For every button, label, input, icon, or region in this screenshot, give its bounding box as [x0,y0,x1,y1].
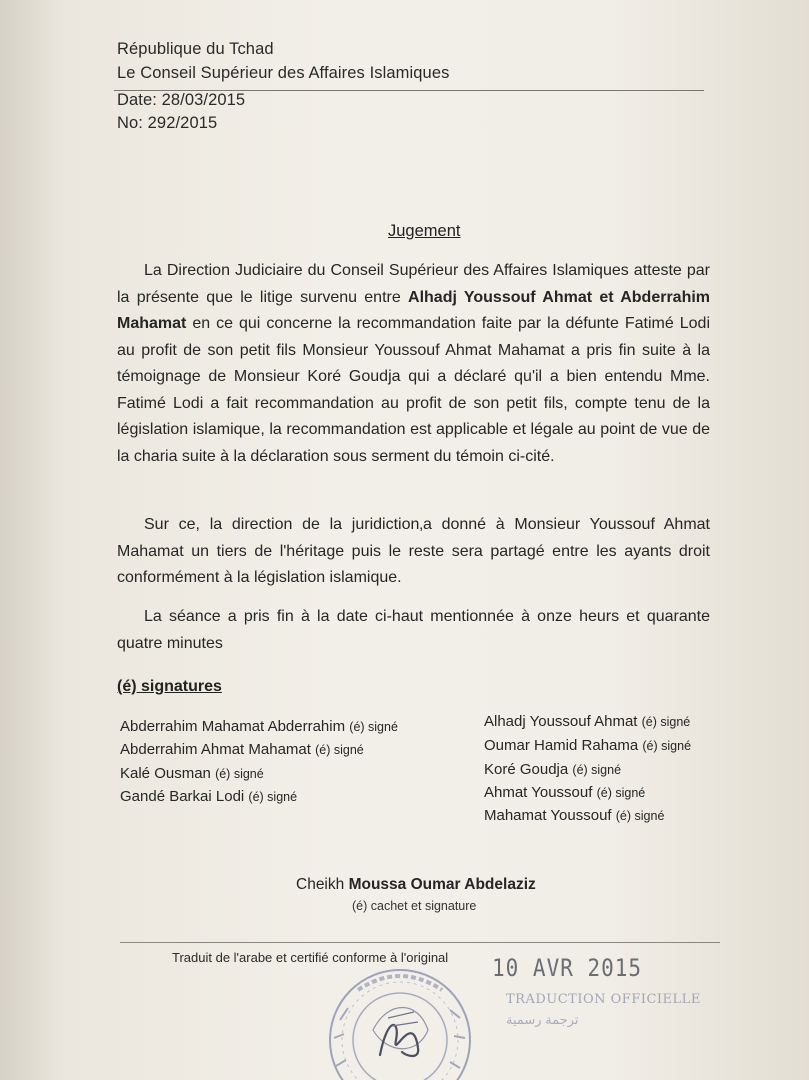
cachet-note: (é) cachet et signature [352,899,477,913]
signature-right-2: Oumar Hamid Rahama (é) signé [484,737,692,754]
stamp-arabic: ترجمة رسمية [506,1012,579,1027]
paragraph-3: La séance a pris fin à la date ci-haut mentionnée à onze heurs et quarante quatre minutes [117,608,710,652]
signature-left-3: Kalé Ousman (é) signé [120,765,264,782]
header-institution: Le Conseil Supérieur des Affaires Islamiques [117,64,450,82]
paragraph-2: Sur ce, la direction de la juridiction‚a donné à Monsieur Youssouf Ahmat Mahamat un tiers de l'héritage puis le reste sera partagé entre les ayants droit conformément à la législation islamique. [117,516,710,586]
translation-note: Traduit de l'arabe et certifié conforme à l'original [172,950,449,965]
signature-right-1: Alhadj Youssouf Ahmat (é) signé [484,713,691,730]
stamp-date: 10 AVR 2015 [492,954,643,982]
signature-left-4: Gandé Barkai Lodi (é) signé [120,788,298,805]
signature-left-2: Abderrahim Ahmat Mahamat (é) signé [120,741,364,758]
paragraph-1-text-a: La Direction Judiciaire du Conseil Supérieur des Affaires Islamiques atteste par la présente que le litige survenu entre [117,262,710,306]
signature-right-5: Mahamat Youssouf (é) signé [484,807,665,824]
signature-left-1: Abderrahim Mahamat Abderrahim (é) signé [120,718,398,735]
document-date: Date: 28/03/2015 [117,91,246,109]
footer-rule [120,942,720,943]
signature-right-4: Ahmat Youssouf (é) signé [484,784,646,801]
paragraph-1-parties: Alhadj Youssouf Ahmat et Abderrahim Mahamat [117,288,711,332]
paragraph-1 [117,258,710,470]
cheikh-name: Cheikh Moussa Oumar Abdelaziz [296,876,536,893]
document-title: Jugement [388,222,461,240]
paragraph-1-text-b: en ce qui concerne la recommandation faite par la défunte Fatimé Lodi au profit de son petit fils Monsieur Youssouf Ahmat Mahamat a pris fin suite à la témoignage de Monsieur Koré Goudja qui a déclaré qu'il a bien entendu Mme. Fatimé Lodi a fait recommandation au profit de son petit fils, compte tenu de la législation islamique, la recommandation est applicable et légale au point de vue de la charia suite à la déclaration sous serment du témoin ci-cité. [117,315,710,465]
stamp-label: TRADUCTION OFFICIELLE [506,992,701,1007]
signature-right-3: Koré Goudja (é) signé [484,761,622,778]
official-seal-icon [318,960,483,1080]
signatures-heading: (é) signatures [117,678,222,695]
header-country: République du Tchad [117,40,274,58]
document-number: No: 292/2015 [117,114,218,132]
